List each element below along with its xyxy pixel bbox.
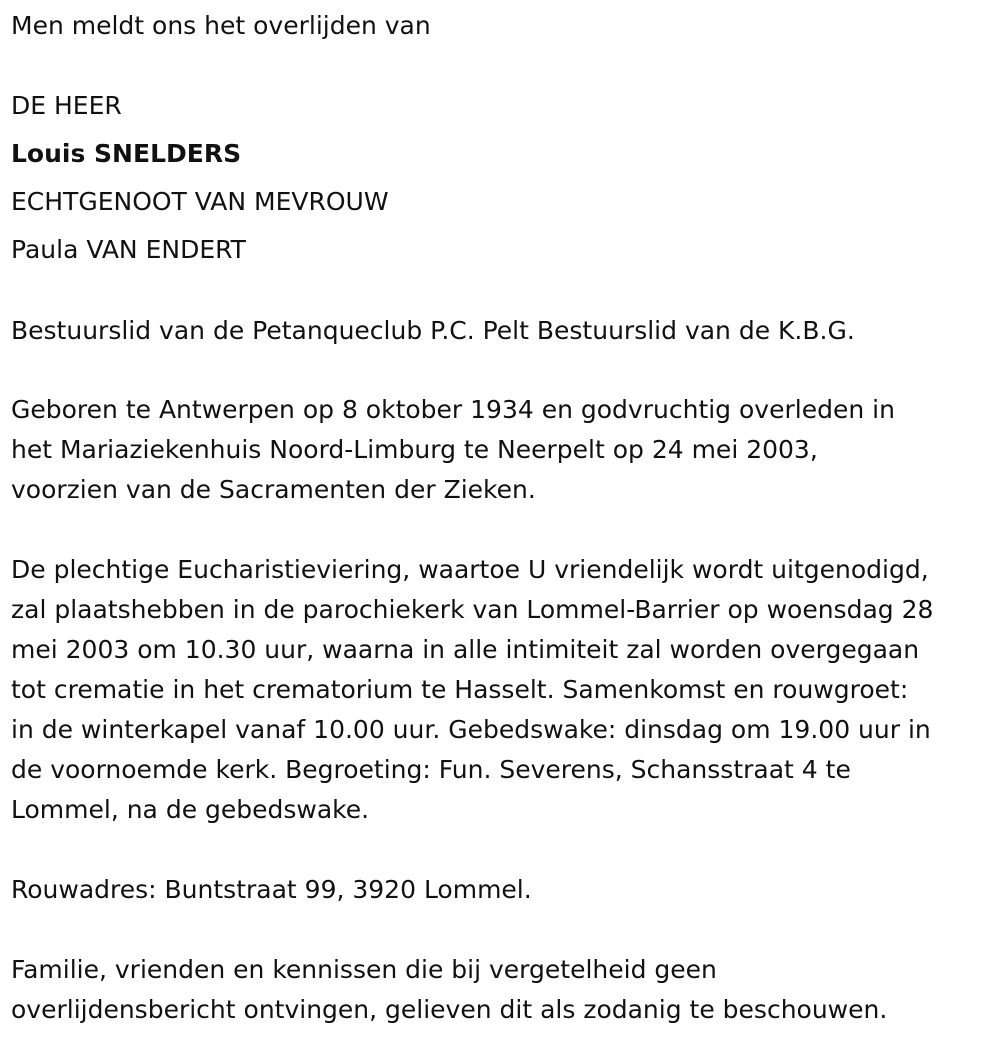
spouse-label: ECHTGENOOT VAN MEVROUW bbox=[11, 187, 389, 216]
closing-line: Familie, vrienden en kennissen die bij vergetelheid geen bbox=[11, 955, 717, 984]
birth-death-line: voorzien van de Sacramenten der Zieken. bbox=[11, 475, 536, 504]
mourning-address: Rouwadres: Buntstraat 99, 3920 Lommel. bbox=[11, 875, 532, 904]
spouse-name: Paula VAN ENDERT bbox=[11, 235, 246, 264]
ceremony-line: mei 2003 om 10.30 uur, waarna in alle intimiteit zal worden overgegaan bbox=[11, 635, 920, 664]
ceremony-line: Lommel, na de gebedswake. bbox=[11, 795, 370, 824]
birth-death-paragraph bbox=[11, 390, 996, 510]
ceremony-line: De plechtige Eucharistieviering, waartoe U vriendelijk wordt uitgenodigd, bbox=[11, 555, 929, 584]
birth-death-line: het Mariaziekenhuis Noord-Limburg te Neerpelt op 24 mei 2003, bbox=[11, 435, 818, 464]
ceremony-line: in de winterkapel vanaf 10.00 uur. Gebedswake: dinsdag om 19.00 uur in bbox=[11, 715, 931, 744]
closing-line: overlijdensbericht ontvingen, gelieven dit als zodanig te beschouwen. bbox=[11, 995, 888, 1024]
ceremony-line: zal plaatshebben in de parochiekerk van Lommel-Barrier op woensdag 28 bbox=[11, 595, 934, 624]
closing-paragraph bbox=[11, 950, 996, 1030]
affiliation: Bestuurslid van de Petanqueclub P.C. Pelt Bestuurslid van de K.B.G. bbox=[11, 316, 855, 345]
ceremony-line: de voornoemde kerk. Begroeting: Fun. Severens, Schansstraat 4 te bbox=[11, 755, 851, 784]
ceremony-line: tot crematie in het crematorium te Hasselt. Samenkomst en rouwgroet: bbox=[11, 675, 909, 704]
deceased-name: Louis SNELDERS bbox=[11, 139, 242, 168]
birth-death-line: Geboren te Antwerpen op 8 oktober 1934 en godvruchtig overleden in bbox=[11, 395, 895, 424]
ceremony-paragraph bbox=[11, 550, 996, 830]
salutation: DE HEER bbox=[11, 91, 122, 120]
intro-line: Men meldt ons het overlijden van bbox=[11, 11, 431, 40]
